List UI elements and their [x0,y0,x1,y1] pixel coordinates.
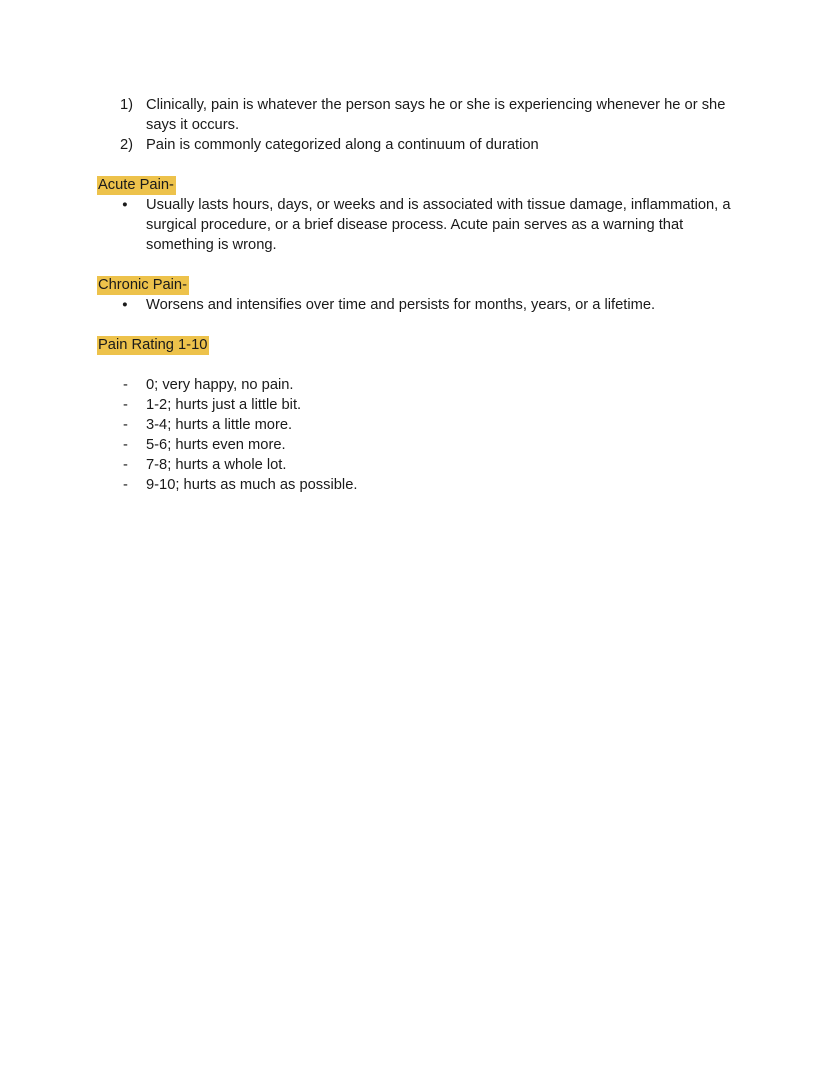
numbered-list-item [97,135,731,155]
numbered-list-item [97,95,731,135]
highlighted-heading-text: Pain Rating 1-10 [98,337,208,353]
bullet-text: Worsens and intensifies over time and persists for months, years, or a lifetime. [146,297,656,313]
dash-item-text: 9-10; hurts as much as possible. [146,477,358,493]
list-number: 2) [120,137,134,153]
dash-item [97,375,731,395]
dash-list [97,375,731,495]
dash-item-text: 7-8; hurts a whole lot. [146,457,287,473]
bullet-item [97,295,731,315]
dash-icon: - [123,397,128,413]
blank-line [97,315,731,335]
dash-icon: - [123,417,128,433]
numbered-list [97,95,731,155]
bullet-text: Usually lasts hours, days, or weeks and is associated with tissue damage, inflammation, a surgical procedure, or a brief disease process. Acute pain serves as a warning that something is wrong. [146,197,731,253]
dash-icon: - [123,457,128,473]
bullet-item [97,195,731,255]
bullet-icon: ● [122,299,128,310]
dash-item [97,475,731,495]
dash-icon: - [123,377,128,393]
list-item-text: Pain is commonly categorized along a continuum of duration [146,137,539,153]
section-heading [97,275,731,295]
highlighted-heading-text: Chronic Pain- [98,277,187,293]
section-pain-rating [97,335,731,495]
dash-item [97,455,731,475]
blank-line [97,355,731,375]
dash-item [97,395,731,415]
section-heading [97,175,731,195]
blank-line [97,255,731,275]
section-heading [97,335,731,355]
dash-item-text: 0; very happy, no pain. [146,377,294,393]
list-item-text: Clinically, pain is whatever the person says he or she is experiencing whenever he or she says it occurs. [146,97,726,133]
dash-icon: - [123,437,128,453]
dash-item [97,435,731,455]
dash-item-text: 1-2; hurts just a little bit. [146,397,302,413]
section-acute-pain [97,175,731,255]
bullet-icon: ● [122,199,128,210]
highlighted-heading-text: Acute Pain- [98,177,174,193]
list-number: 1) [120,97,134,113]
blank-line [97,155,731,175]
dash-item-text: 3-4; hurts a little more. [146,417,293,433]
section-chronic-pain [97,275,731,315]
dash-item-text: 5-6; hurts even more. [146,437,286,453]
dash-icon: - [123,477,128,493]
dash-item [97,415,731,435]
